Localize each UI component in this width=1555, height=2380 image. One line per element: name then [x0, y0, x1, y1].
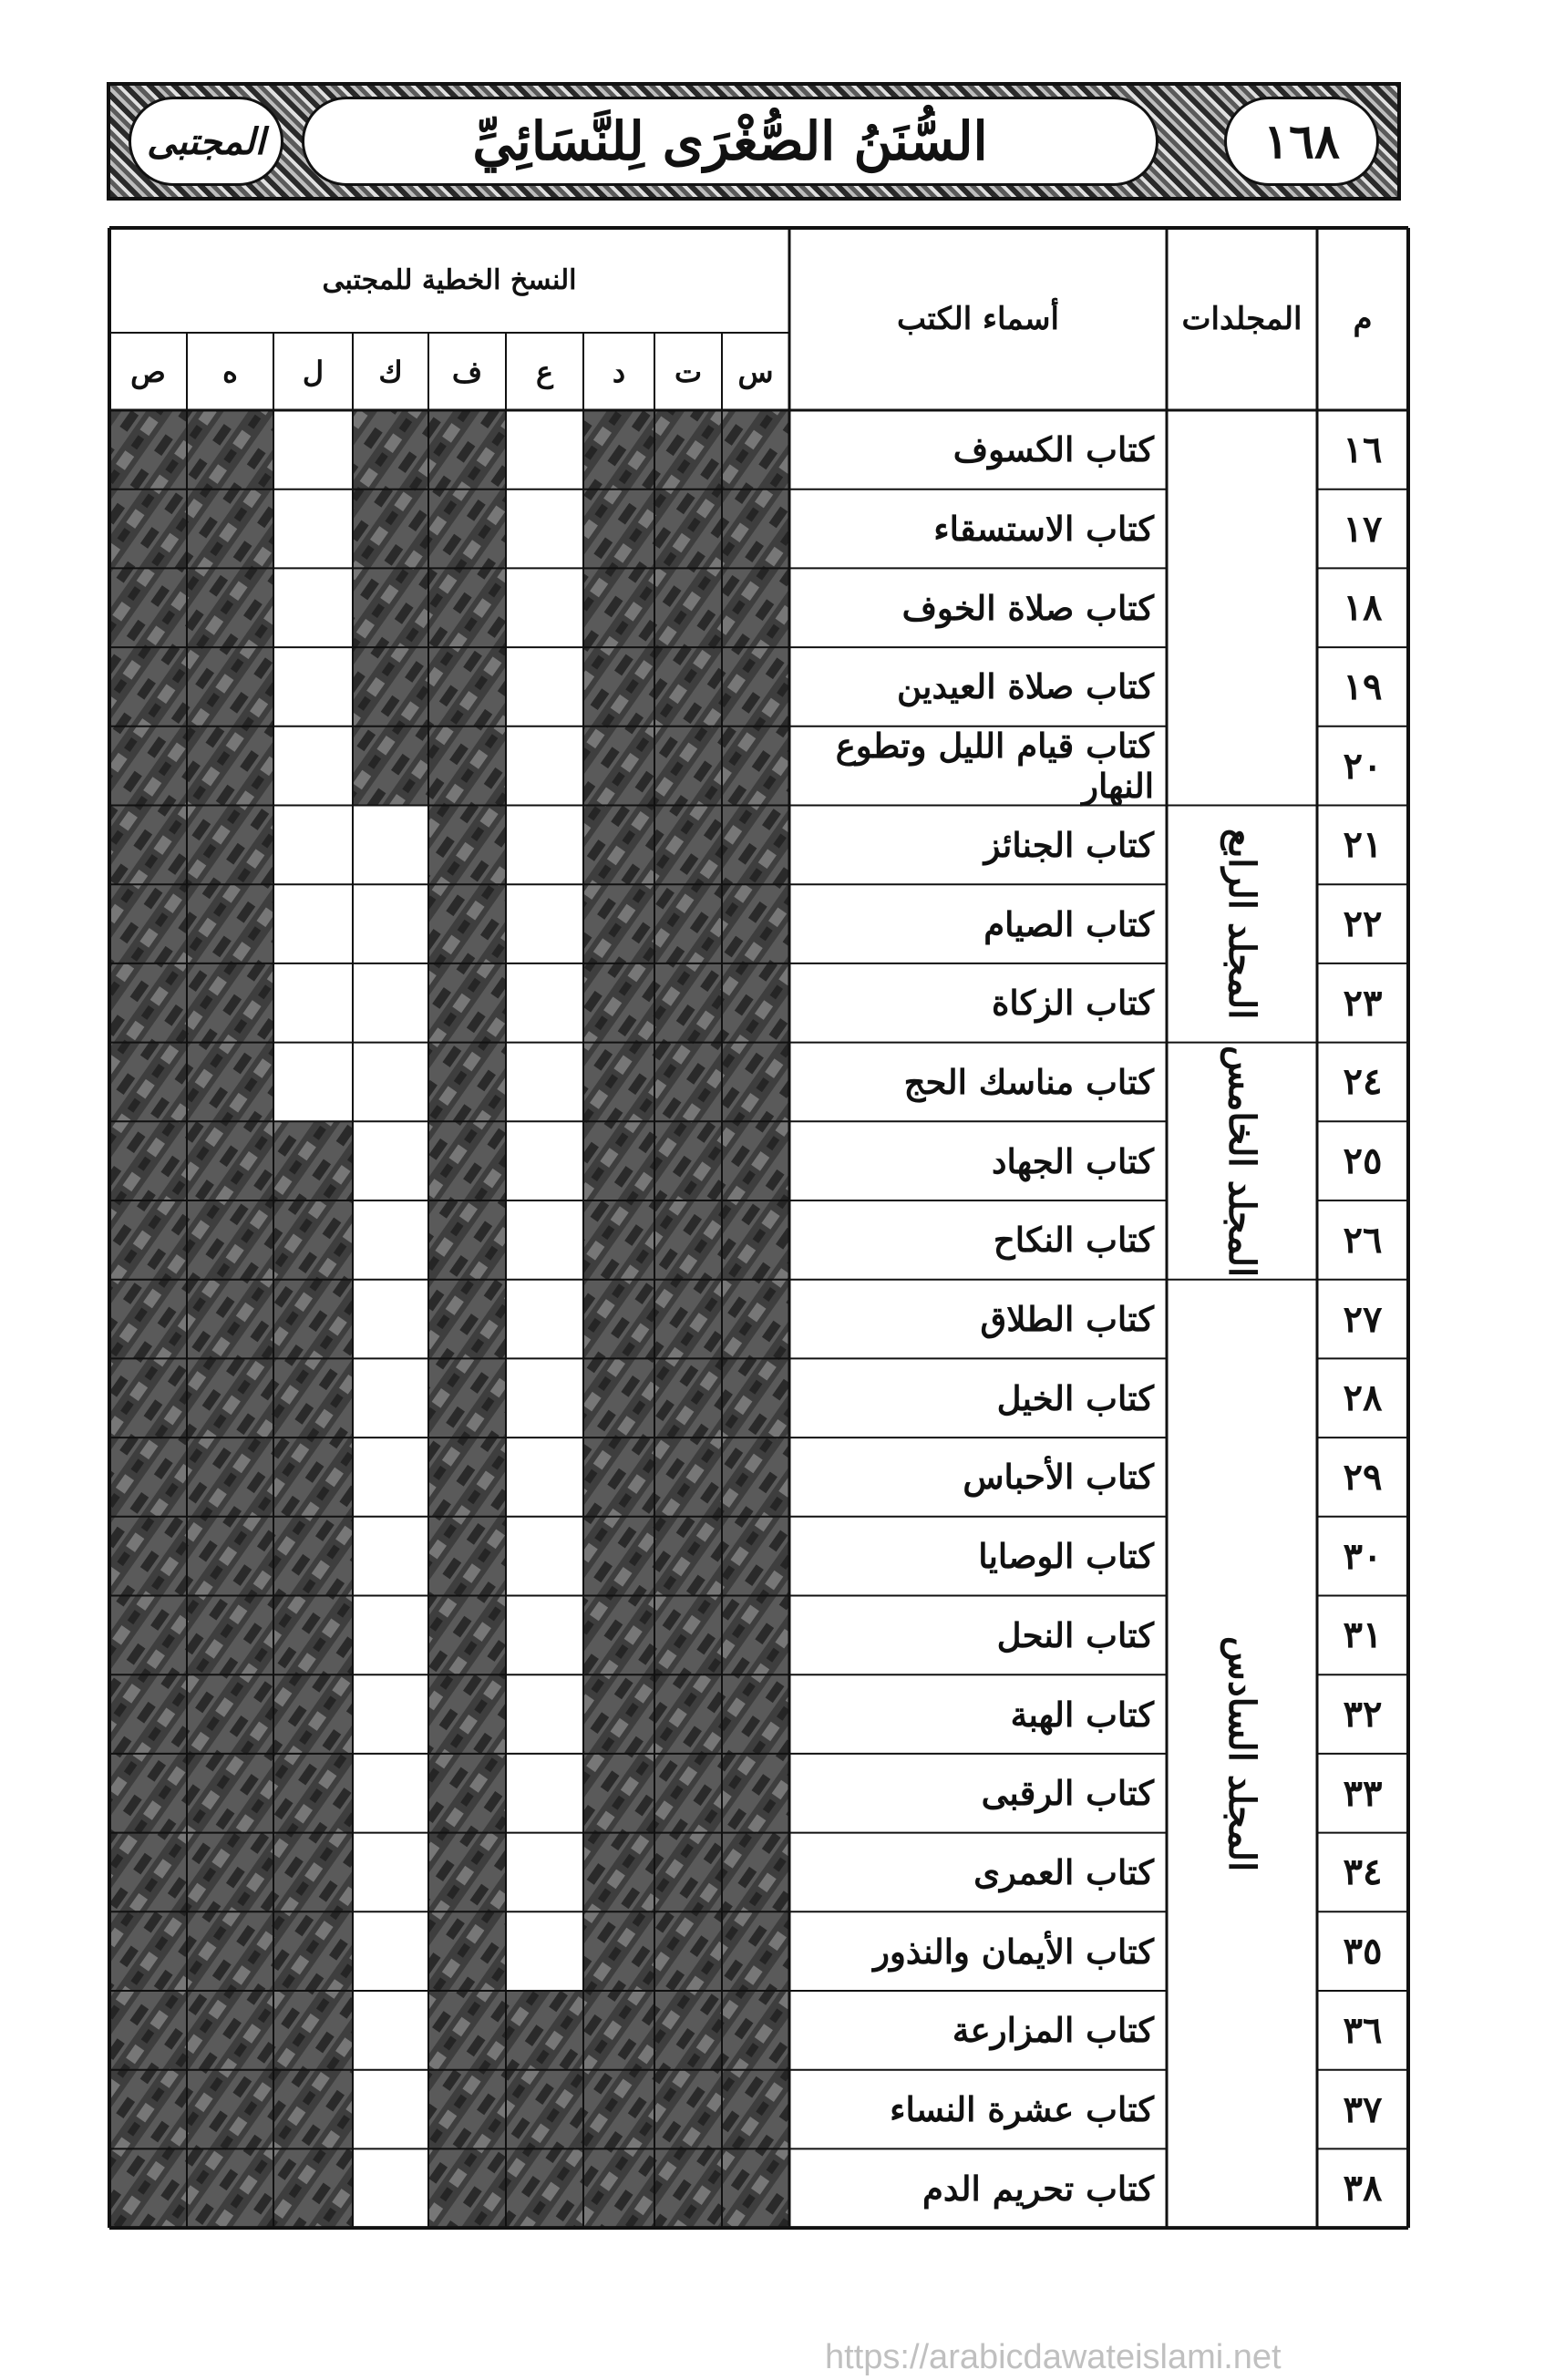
row-number: ١٨ [1343, 586, 1383, 630]
book-name: كتاب الصيام [983, 903, 1154, 944]
manuscript-column-header: ع [535, 354, 554, 389]
row-number: ٢٨ [1343, 1376, 1383, 1420]
manuscript-column-header: س [737, 354, 774, 389]
row-number: ١٧ [1343, 507, 1383, 551]
book-name: كتاب مناسك الحج [903, 1061, 1154, 1102]
row-number: ١٩ [1343, 665, 1383, 708]
book-name: كتاب عشرة النساء [890, 2089, 1154, 2130]
row-number: ٣٧ [1343, 2087, 1383, 2131]
book-name: كتاب الجنائز [983, 824, 1154, 865]
header-number: م [1353, 301, 1373, 337]
header-book-names: أسماء الكتب [896, 301, 1059, 337]
manuscript-column-header: ت [674, 354, 703, 389]
row-number: ٢٥ [1343, 1139, 1383, 1183]
logo-text: المجتبى [147, 119, 265, 163]
book-name: كتاب الاستسقاء [933, 509, 1154, 550]
row-number: ٢٩ [1343, 1455, 1383, 1499]
book-name: كتاب الهبة [1010, 1694, 1154, 1735]
book-name: كتاب قيام الليل وتطوع النهار [835, 726, 1154, 807]
row-number: ٢١ [1343, 823, 1383, 867]
book-name: كتاب الخيل [996, 1377, 1154, 1418]
manuscript-column-header: ص [130, 354, 166, 389]
volume-label: المجلد السادس [1220, 1635, 1263, 1871]
book-name: كتاب تحريم الدم [922, 2168, 1154, 2209]
row-number: ٢٧ [1343, 1297, 1383, 1341]
row-number: ٣٥ [1343, 1930, 1383, 1973]
volume-label: المجلد الرابع [1220, 828, 1263, 1020]
book-name: كتاب الجهاد [991, 1140, 1154, 1181]
manuscript-column-header: ل [302, 354, 324, 389]
book-name: كتاب الطلاق [980, 1299, 1154, 1340]
book-name: كتاب الزكاة [991, 983, 1154, 1024]
manuscript-column-header: ك [378, 354, 403, 389]
header-manuscripts: النسخ الخطية للمجتبى [322, 264, 577, 296]
book-name: كتاب النحل [996, 1614, 1154, 1655]
book-name: كتاب الكسوف [953, 429, 1154, 470]
row-number: ٣٤ [1343, 1850, 1383, 1894]
manuscript-column-header: ف [451, 354, 483, 389]
row-number: ٢٣ [1343, 981, 1383, 1025]
book-name: كتاب الأيمان والنذور [873, 1931, 1154, 1972]
book-name: كتاب الأحباس [963, 1457, 1154, 1498]
book-name: كتاب المزارعة [952, 2010, 1154, 2051]
row-number: ٣٨ [1343, 2167, 1383, 2210]
book-name: كتاب صلاة العيدين [897, 666, 1154, 707]
row-number: ٢٠ [1343, 744, 1383, 788]
row-number: ١٦ [1343, 428, 1383, 471]
book-name: كتاب الوصايا [978, 1536, 1154, 1577]
watermark-url: https://arabicdawateislami.net [825, 2338, 1282, 2376]
row-number: ٣٣ [1343, 1771, 1383, 1815]
book-name: كتاب النكاح [993, 1220, 1154, 1261]
row-number: ٣٠ [1343, 1534, 1383, 1578]
row-number: ٢٢ [1343, 902, 1383, 946]
row-number: ٣١ [1343, 1613, 1383, 1657]
book-name: كتاب الرقبى [981, 1773, 1154, 1814]
row-number: ٢٤ [1343, 1060, 1383, 1104]
manuscript-column-header: ه [222, 354, 238, 389]
row-number: ٢٦ [1343, 1218, 1383, 1262]
header-volumes: المجلدات [1181, 301, 1303, 337]
book-name: كتاب العمرى [973, 1851, 1154, 1892]
manuscript-column-header: د [612, 354, 626, 389]
page-title: السُّنَنُ الصُّغْرَى لِلنَّسَائِيِّ [472, 110, 988, 172]
page-number: ١٦٨ [1263, 113, 1340, 170]
row-number: ٣٢ [1343, 1693, 1383, 1736]
book-name: كتاب صلاة الخوف [901, 587, 1154, 628]
volume-label: المجلد الخامس [1220, 1045, 1263, 1277]
row-number: ٣٦ [1343, 2008, 1383, 2052]
